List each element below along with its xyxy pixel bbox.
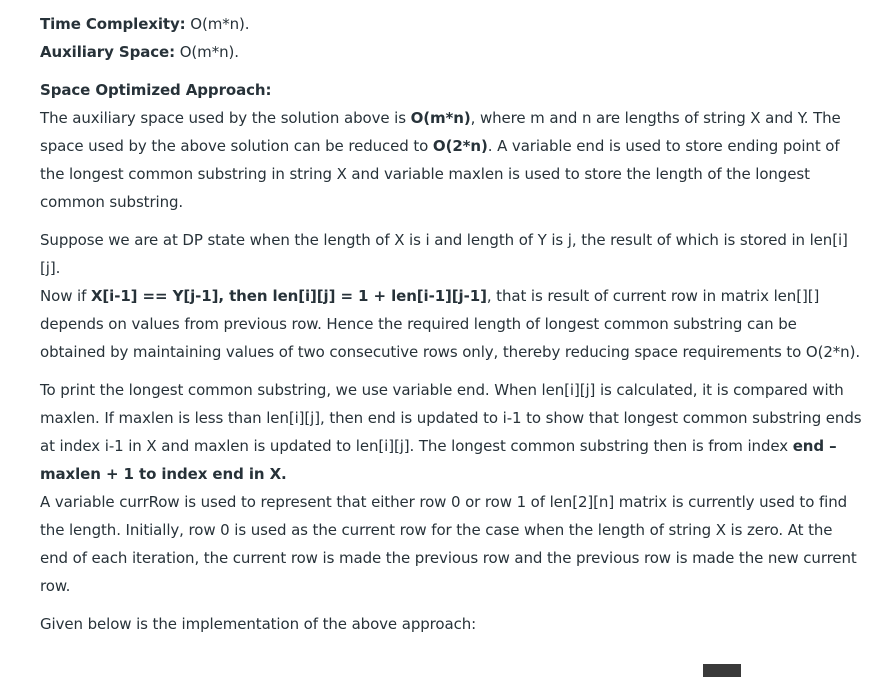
paragraph-currrow: A variable currRow is used to represent that either row 0 or row 1 of len[2][n] matrix is currently used to find the length. Initially, row 0 is used as the current row for the case when the length of string X is zero. At the end of each iteration, the current row is made the previous row and the previous row is made the new current row. bbox=[40, 493, 857, 595]
auxiliary-space-value: O(m*n). bbox=[179, 43, 239, 61]
bold-recurrence: X[i-1] == Y[j-1], then len[i][j] = 1 + len[i-1][j-1] bbox=[90, 287, 487, 305]
text-span: , where m and n are lengths of string X and Y. The space used by the above solution can be reduced to bbox=[40, 109, 841, 155]
code-tab-edge bbox=[703, 664, 741, 677]
bold-complexity: O(2*n) bbox=[432, 137, 488, 155]
auxiliary-space-label: Auxiliary Space: bbox=[40, 43, 176, 61]
text-span: , that is result of current row in matrix len[][] depends on values from previous row. Hence the required length of longest common substring can be obtained by maintaining values of two consecutive rows only, thereby reducing space requirements to O(2*n). bbox=[40, 287, 860, 361]
text-span: To print the longest common substring, we use variable end. When len[i][j] is calculated, it is compared with maxlen. If maxlen is less than len[i][j], then end is updated to i-1 to show that longest common substring ends at index i-1 in X and maxlen is updated to len[i][j]. The longest common substring then is from index bbox=[40, 381, 862, 455]
bold-index-range: end – maxlen + 1 to index end in X. bbox=[40, 437, 837, 483]
text-span: The auxiliary space used by the solution above is bbox=[40, 109, 411, 127]
paragraph-dp-state: Suppose we are at DP state when the length of X is i and length of Y is j, the result of which is stored in len[i][j]. bbox=[40, 231, 848, 277]
article-content bbox=[40, 10, 862, 648]
paragraph-auxiliary-space bbox=[40, 104, 862, 216]
bold-complexity: O(m*n) bbox=[410, 109, 471, 127]
section-heading: Space Optimized Approach: bbox=[40, 81, 272, 99]
time-complexity-label: Time Complexity: bbox=[40, 15, 186, 33]
text-span: . A variable end is used to store ending point of the longest common substring in string X and variable maxlen is used to store the length of the longest common substring. bbox=[40, 137, 840, 211]
auxiliary-space-line bbox=[40, 38, 862, 66]
time-complexity-value: O(m*n). bbox=[190, 15, 250, 33]
text-span: Now if bbox=[40, 287, 91, 305]
time-complexity-line bbox=[40, 10, 862, 38]
paragraph-print-substring bbox=[40, 376, 862, 488]
paragraph-implementation-intro: Given below is the implementation of the above approach: bbox=[40, 615, 477, 633]
paragraph-recurrence bbox=[40, 282, 862, 366]
